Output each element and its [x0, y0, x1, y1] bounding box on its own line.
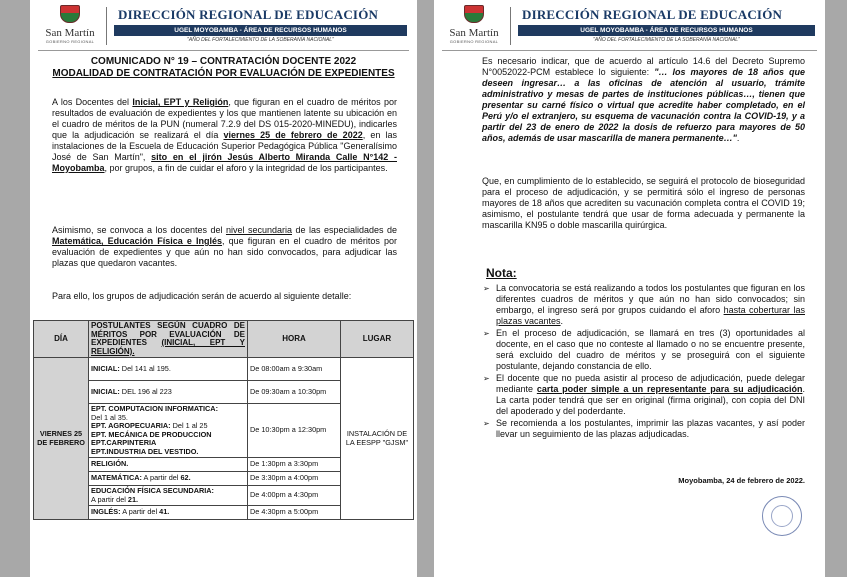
paragraph-convocatoria: A los Docentes del Inicial, EPT y Religión, que figuran en el cuadro de méritos por resultados de evaluación de expedientes y los que mantienen latente su ubicación en el cuadro de méritos de la PUN (numeral 7.2.9 del DS 015-2020-MINEDU), indicarles que la adjudicación se realizará el día viernes 25 de febrero de 2022, en las instalaciones de la Escuela de Educación Superior Pedagógica Pública "Generalísimo José de San Martín", sito en el jirón Jesús Alberto Miranda Calle N°142 - Moyobamba, por grupos, a fin de cuidar el aforo y la integridad de los participantes. — [52, 97, 397, 173]
header-hora: HORA — [248, 321, 341, 358]
notes-list — [482, 283, 805, 441]
letterhead — [30, 3, 417, 49]
cell-group: MATEMÁTICA: A partir del 62. — [89, 472, 248, 486]
table-header-row — [34, 321, 414, 358]
regional-crest-icon — [60, 5, 80, 23]
header-motto: "AÑO DEL FORTALECIMIENTO DE LA SOBERANÍA NACIONAL" — [593, 37, 740, 43]
cell-lugar: INSTALACIÓN DE LA EESPP "GJSM" — [341, 358, 414, 520]
list-item: ➢ El docente que no pueda asistir al proceso de adjudicación, puede delegar mediante carta poder simple a un representante para su adjudicación. La carta poder tendrá que ser en original (firma original), con copia del DNI del apoderado y del poderdante. — [496, 373, 805, 417]
cell-hora: De 4:30pm a 5:00pm — [248, 506, 341, 520]
cell-hora: De 10:30pm a 12:30pm — [248, 404, 341, 458]
list-item: ➢ En el proceso de adjudicación, se llamará en tres (3) oportunidades al docente, en el caso que no conteste al llamado o no se encuentre presente, será excluido del cuadro de méritos y se proseguirá con el siguiente postulante, dejando constancia de ello. — [496, 328, 805, 372]
table-row — [34, 358, 414, 381]
document-page-1 — [30, 0, 417, 577]
header-title: DIRECCIÓN REGIONAL DE EDUCACIÓN — [118, 7, 379, 22]
cell-hora: De 1:30pm a 3:30pm — [248, 458, 341, 472]
cell-group: RELIGIÓN. — [89, 458, 248, 472]
cell-group: INICIAL: DEL 196 al 223 — [89, 381, 248, 404]
cell-group: INICIAL: Del 141 al 195. — [89, 358, 248, 381]
list-item: ➢ La convocatoria se está realizando a todos los postulantes que figuran en los diferentes cuadros de méritos y que aún no han sido convocados; sin embargo, el ingreso será por grupos cuidando el aforo hasta coberturar las plazas vacantes. — [496, 283, 805, 327]
header-unit-bar: UGEL MOYOBAMBA - ÁREA DE RECURSOS HUMANOS — [518, 25, 815, 36]
paragraph-decreto: Es necesario indicar, que de acuerdo al artículo 14.6 del Decreto Supremo N°0052022-PCM establece lo siguiente: "… los mayores de 18 años que deseen ingresar… a las oficinas de atención al usuario, trámite administrativo y mesas de partes de instituciones públicas…, tienen que presentar su carné físico o virtual que acredite haber completado, en el Perú y/o el extranjero, su esquema de vacunación contra la COVID-19, y a partir del 23 de enero de 2022 la dosis de refuerzo para mayores de 50 años, además de usar mascarilla de manera permanente…". — [482, 56, 805, 143]
san-martin-logo — [40, 5, 100, 45]
logo-subtitle: GOBIERNO REGIONAL — [45, 39, 95, 44]
header-motto: "AÑO DEL FORTALECIMIENTO DE LA SOBERANÍA NACIONAL" — [187, 37, 334, 43]
header-title: DIRECCIÓN REGIONAL DE EDUCACIÓN — [522, 7, 783, 22]
regional-crest-icon — [464, 5, 484, 23]
san-martin-logo — [444, 5, 504, 45]
paragraph-detalle: Para ello, los grupos de adjudicación serán de acuerdo al siguiente detalle: — [52, 291, 352, 301]
header-rule — [442, 50, 817, 51]
header-unit-bar: UGEL MOYOBAMBA - ÁREA DE RECURSOS HUMANOS — [114, 25, 407, 36]
cell-group: EDUCACIÓN FÍSICA SECUNDARIA: A partir del 21. — [89, 486, 248, 506]
header-divider — [106, 7, 107, 45]
cell-group: EPT. COMPUTACION INFORMATICA: Del 1 al 35. EPT. AGROPECUARIA: Del 1 al 25 EPT. MECÁNICA DE PRODUCCION EPT.CARPINTERIA EPT.INDUSTRIA DEL VESTIDO. — [89, 404, 248, 458]
list-item: ➢ Se recomienda a los postulantes, imprimir las plazas vacantes, y así poder llevar un seguimiento de las plazas adjudicadas. — [496, 418, 805, 440]
paragraph-bioseguridad: Que, en cumplimiento de lo establecido, se seguirá el protocolo de bioseguridad para el proceso de adjudicación, y se permitirá sólo el ingreso de personas mayores de 18 años que acrediten su vacunación completa contra el COVID 19; asimismo, el postulante tendrá que usar de forma adecuada y permanente la mascarilla KN95 o doble mascarilla quirúrgica. — [482, 176, 805, 230]
cell-group: INGLÉS: A partir del 41. — [89, 506, 248, 520]
document-date: Moyobamba, 24 de febrero de 2022. — [678, 476, 805, 485]
cell-hora: De 08:00am a 9:30am — [248, 358, 341, 381]
logo-name: San Martín — [45, 27, 95, 39]
cell-hora: De 09:30am a 10:30pm — [248, 381, 341, 404]
logo-subtitle: GOBIERNO REGIONAL — [449, 39, 499, 44]
document-subtitle: MODALIDAD DE CONTRATACIÓN POR EVALUACIÓN DE EXPEDIENTES — [52, 68, 395, 79]
document-title: COMUNICADO N° 19 – CONTRATACIÓN DOCENTE 2022 — [90, 56, 357, 67]
header-dia: DÍA — [34, 321, 89, 358]
cell-hora: De 3:30pm a 4:00pm — [248, 472, 341, 486]
paragraph-secundaria: Asimismo, se convoca a los docentes del nivel secundaria de las especialidades de Matemática, Educación Física e Inglés, que figuran en el cuadro de méritos por evaluación de expedientes y que aún no han sido convocados, para adjudicar las plazas que quedaron vacantes. — [52, 225, 397, 268]
logo-name: San Martín — [449, 27, 499, 39]
cell-dia: VIERNES 25 DE FEBRERO — [34, 358, 89, 520]
note-heading: Nota: — [486, 266, 517, 280]
schedule-table — [33, 320, 414, 520]
header-postulantes: POSTULANTES SEGÚN CUADRO DE MÉRITOS POR EVALUACIÓN DE EXPEDIENTES (INICIAL, EPT Y RELIGIÓN). — [89, 321, 248, 358]
official-seal-icon — [762, 496, 802, 536]
document-page-2 — [434, 0, 825, 577]
header-lugar: LUGAR — [341, 321, 414, 358]
header-divider — [510, 7, 511, 45]
header-rule — [38, 50, 409, 51]
cell-hora: De 4:00pm a 4:30pm — [248, 486, 341, 506]
letterhead — [434, 3, 825, 49]
